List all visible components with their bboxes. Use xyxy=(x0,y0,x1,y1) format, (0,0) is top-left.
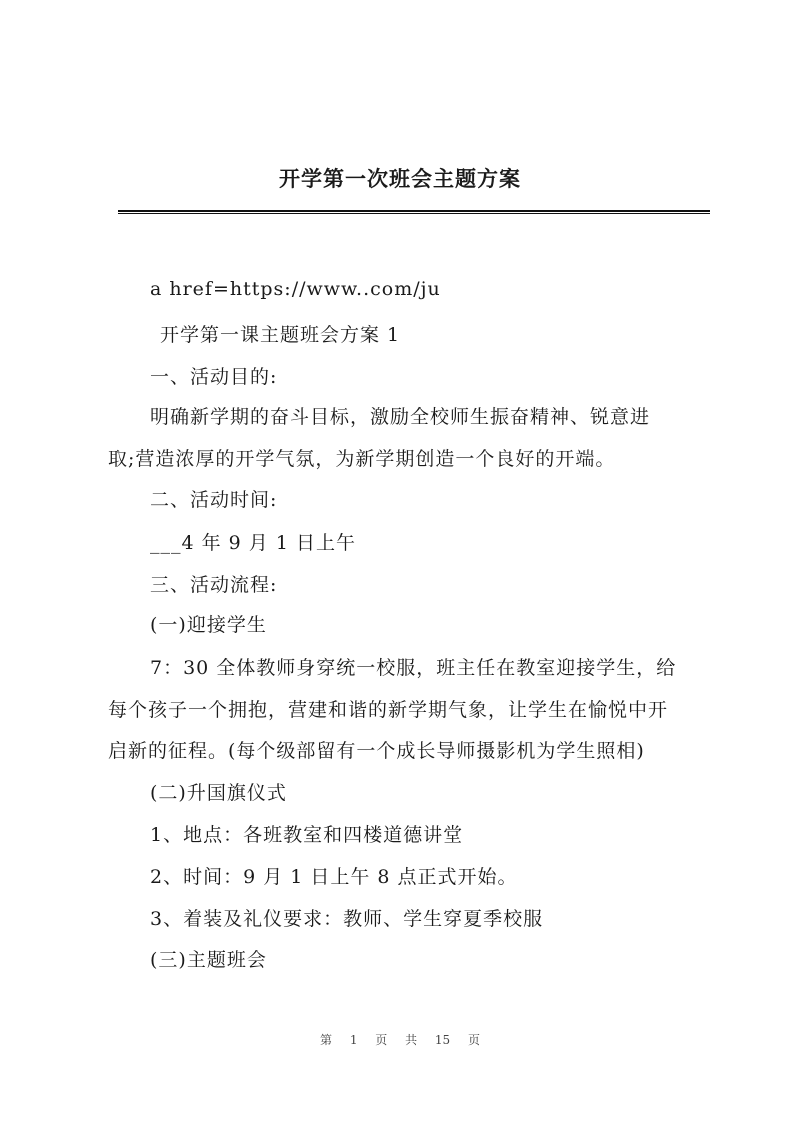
body-line: 二、活动时间: xyxy=(150,489,278,511)
body-line: 取;营造浓厚的开学气氛，为新学期创造一个良好的开端。 xyxy=(108,448,616,470)
body-line: 7：30 全体教师身穿统一校服，班主任在教室迎接学生，给 xyxy=(150,657,677,679)
body-line: 2、时间：9 月 1 日上午 8 点正式开始。 xyxy=(150,866,518,888)
body-line: 每个孩子一个拥抱，营建和谐的新学期气象，让学生在愉悦中开 xyxy=(108,699,669,721)
body-line: a href=https://www..com/ju xyxy=(150,278,441,300)
body-line: 启新的征程。(每个级部留有一个成长导师摄影机为学生照相) xyxy=(108,740,645,762)
body-line: (一)迎接学生 xyxy=(150,614,267,636)
body-line: 一、活动目的: xyxy=(150,366,278,388)
body-line: 3、着装及礼仪要求：教师、学生穿夏季校服 xyxy=(150,908,544,930)
body-line: 三、活动流程: xyxy=(150,574,278,596)
body-line: 明确新学期的奋斗目标，激励全校师生振奋精神、锐意进 xyxy=(150,406,651,428)
document-title: 开学第一次班会主题方案 xyxy=(279,166,521,191)
body-line: (三)主题班会 xyxy=(150,949,267,971)
page-number-footer: 第 1 页 共 15 页 xyxy=(320,1033,480,1047)
body-line: ___4 年 9 月 1 日上午 xyxy=(150,532,356,554)
body-line: 1、地点：各班教室和四楼道德讲堂 xyxy=(150,824,464,846)
body-line: 开学第一课主题班会方案 1 xyxy=(160,324,401,346)
title-divider xyxy=(118,210,710,214)
body-line: (二)升国旗仪式 xyxy=(150,782,287,804)
